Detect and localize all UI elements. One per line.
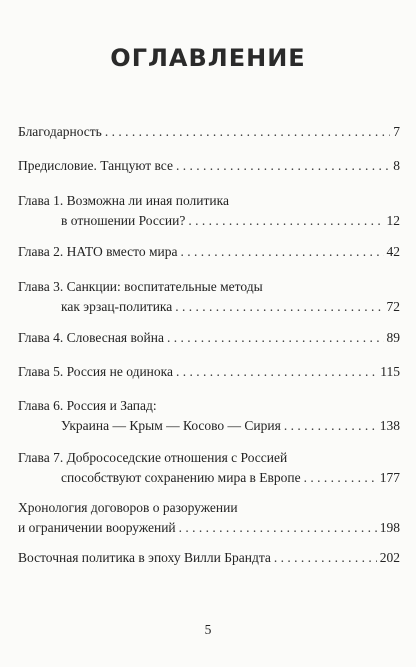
toc-page-number: 12 xyxy=(386,213,400,228)
toc-entry-label: Глава 6. Россия и Запад: xyxy=(18,398,157,413)
toc-entry-label: Восточная политика в эпоху Вилли Брандта xyxy=(18,550,271,565)
toc-entry-chapter-7[interactable] xyxy=(18,448,400,488)
toc-entry-label: Глава 2. НАТО вместо мира xyxy=(18,244,178,259)
toc-entry-label-cont: как эрзац-политика xyxy=(61,299,173,314)
leader-dots xyxy=(176,156,390,176)
toc-entry-chapter-4[interactable] xyxy=(18,328,400,348)
leader-dots xyxy=(188,211,383,231)
toc-page-number: 89 xyxy=(386,330,400,345)
leader-dots xyxy=(176,362,377,382)
toc-entry-label: Благодарность xyxy=(18,124,102,139)
toc-page-number: 177 xyxy=(379,470,400,485)
leader-dots xyxy=(175,297,383,317)
leader-dots xyxy=(105,122,390,142)
toc-page-number: 8 xyxy=(393,158,400,173)
toc-entry-label-cont: и ограничении вооружений xyxy=(18,520,176,535)
toc-entry-label: Глава 4. Словесная война xyxy=(18,330,164,345)
leader-dots xyxy=(179,518,377,538)
toc-entry-label: Предисловие. Танцуют все xyxy=(18,158,173,173)
toc-entry-label-cont: в отношении России? xyxy=(61,213,186,228)
toc-entry-acknowledgements[interactable] xyxy=(18,122,400,142)
toc-entry-label-cont: Украина — Крым — Косово — Сирия xyxy=(61,418,281,433)
toc-entry-label: Хронология договоров о разоружении xyxy=(18,500,238,515)
toc-entry-chapter-1[interactable] xyxy=(18,191,400,231)
leader-dots xyxy=(180,242,383,262)
toc-entry-label: Глава 5. Россия не одинока xyxy=(18,364,173,379)
toc-page-number: 42 xyxy=(386,244,400,259)
page-number-footer: 5 xyxy=(204,622,212,637)
toc-page-number: 115 xyxy=(380,364,400,379)
leader-dots xyxy=(284,416,377,436)
leader-dots xyxy=(167,328,384,348)
toc-page-number: 72 xyxy=(386,299,400,314)
toc-entry-label: Глава 3. Санкции: воспитательные методы xyxy=(18,279,263,294)
toc-entry-label: Глава 7. Добрососедские отношения с Россией xyxy=(18,450,288,465)
toc-entry-chapter-3[interactable] xyxy=(18,277,400,317)
toc-page-number: 7 xyxy=(393,124,400,139)
toc-page-number: 138 xyxy=(379,418,400,433)
toc-entry-preface[interactable] xyxy=(18,156,400,176)
toc-entry-chronology[interactable] xyxy=(18,498,400,538)
toc-page-number: 202 xyxy=(379,550,400,565)
toc-page-number: 198 xyxy=(379,520,400,535)
leader-dots xyxy=(304,468,377,488)
toc-entry-label: Глава 1. Возможна ли иная политика xyxy=(18,193,229,208)
toc-entry-chapter-5[interactable] xyxy=(18,362,400,382)
toc-entry-label-cont: способствуют сохранению мира в Европе xyxy=(61,470,301,485)
toc-entry-chapter-2[interactable] xyxy=(18,242,400,262)
page-title: ОГЛАВЛЕНИЕ xyxy=(110,44,306,72)
toc-entry-ostpolitik[interactable] xyxy=(18,548,400,568)
leader-dots xyxy=(274,548,377,568)
toc-entry-chapter-6[interactable] xyxy=(18,396,400,436)
